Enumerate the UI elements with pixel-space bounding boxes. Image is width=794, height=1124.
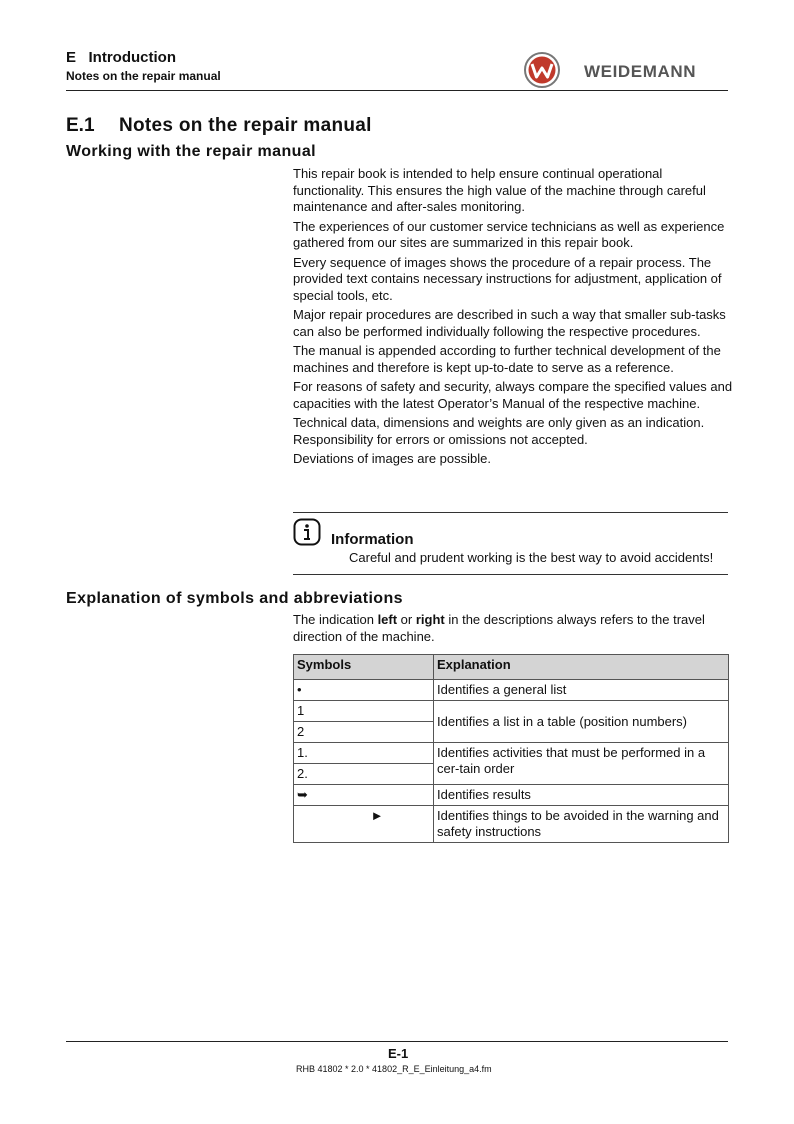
intro-text: or [397,612,416,627]
table-row [294,743,729,764]
footer-divider [66,1041,728,1042]
triangle-icon: ► [294,806,434,843]
paragraph: For reasons of safety and security, always compare the specified values and capacities with the latest Operator’s Manual of the respective machine. [293,379,733,411]
table-row [294,680,729,701]
header-divider [66,90,728,91]
column-header-explanation: Explanation [434,655,729,680]
explanation-cell: Identifies things to be avoided in the warning and safety instructions [434,806,729,843]
symbol-cell: 2. [294,764,434,785]
paragraph: Every sequence of images shows the procedure of a repair process. The provided text contains necessary instructions for adjustment, application of special tools, etc. [293,254,722,303]
column-header-symbols: Symbols [294,655,434,680]
paragraph: This repair book is intended to help ensure continual operational functionality. This ensures the high value of the machine through careful maintenance and after-sales monitoring. [293,166,706,214]
page-number: E-1 [388,1046,409,1061]
page-title: Notes on the repair manual [119,115,372,136]
table-row [294,701,729,722]
working-body [293,166,733,471]
intro-left: left [377,612,398,627]
result-arrow-icon: ➥ [294,785,434,806]
info-icon [293,518,321,546]
table-header-row [294,655,729,680]
intro-text: The indication [293,612,378,627]
symbol-cell: 1 [294,701,434,722]
symbols-intro [293,612,725,645]
explanation-cell: Identifies a list in a table (position numbers) [434,701,729,743]
explanation-cell: Identifies a general list [434,680,729,701]
section-number: E.1 [66,115,95,136]
symbol-cell: 1. [294,743,434,764]
symbol-cell: 2 [294,722,434,743]
working-heading: Working with the repair manual [66,143,316,160]
explanation-cell: Identifies activities that must be performed in a cer-tain order [434,743,729,785]
info-divider-top [293,512,728,513]
table-row [294,806,729,843]
chapter-heading: E Introduction [66,49,176,66]
document-reference: RHB 41802 * 2.0 * 41802_R_E_Einleitung_a4.fm [296,1064,492,1074]
symbol-cell: • [294,680,434,701]
symbols-heading: Explanation of symbols and abbreviations [66,590,403,607]
table-row [294,785,729,806]
intro-right: right [415,612,445,627]
paragraph: The experiences of our customer service technicians as well as experience gathered from our sites are summarized in this repair book. [293,218,725,250]
info-title: Information [331,531,414,548]
paragraph: The manual is appended according to further technical development of the machines and therefore is kept up-to-date to serve as a reference. [293,343,721,375]
section-subheading: Notes on the repair manual [66,69,221,83]
paragraph: Technical data, dimensions and weights are only given as an indication. Responsibility for errors or omissions not accepted. [293,415,705,447]
explanation-cell: Identifies results [434,785,729,806]
brand-name: WEIDEMANN [584,62,697,81]
symbols-table [293,654,729,843]
info-text: Careful and prudent working is the best way to avoid accidents! [349,550,714,565]
intro-text: in the descriptions always refers to the travel direction of the machine. [293,612,705,644]
paragraph: Deviations of images are possible. [293,451,491,466]
info-divider-bottom [293,574,728,575]
paragraph: Major repair procedures are described in such a way that smaller sub-tasks can also be performed individually following the respective procedures. [293,307,726,339]
